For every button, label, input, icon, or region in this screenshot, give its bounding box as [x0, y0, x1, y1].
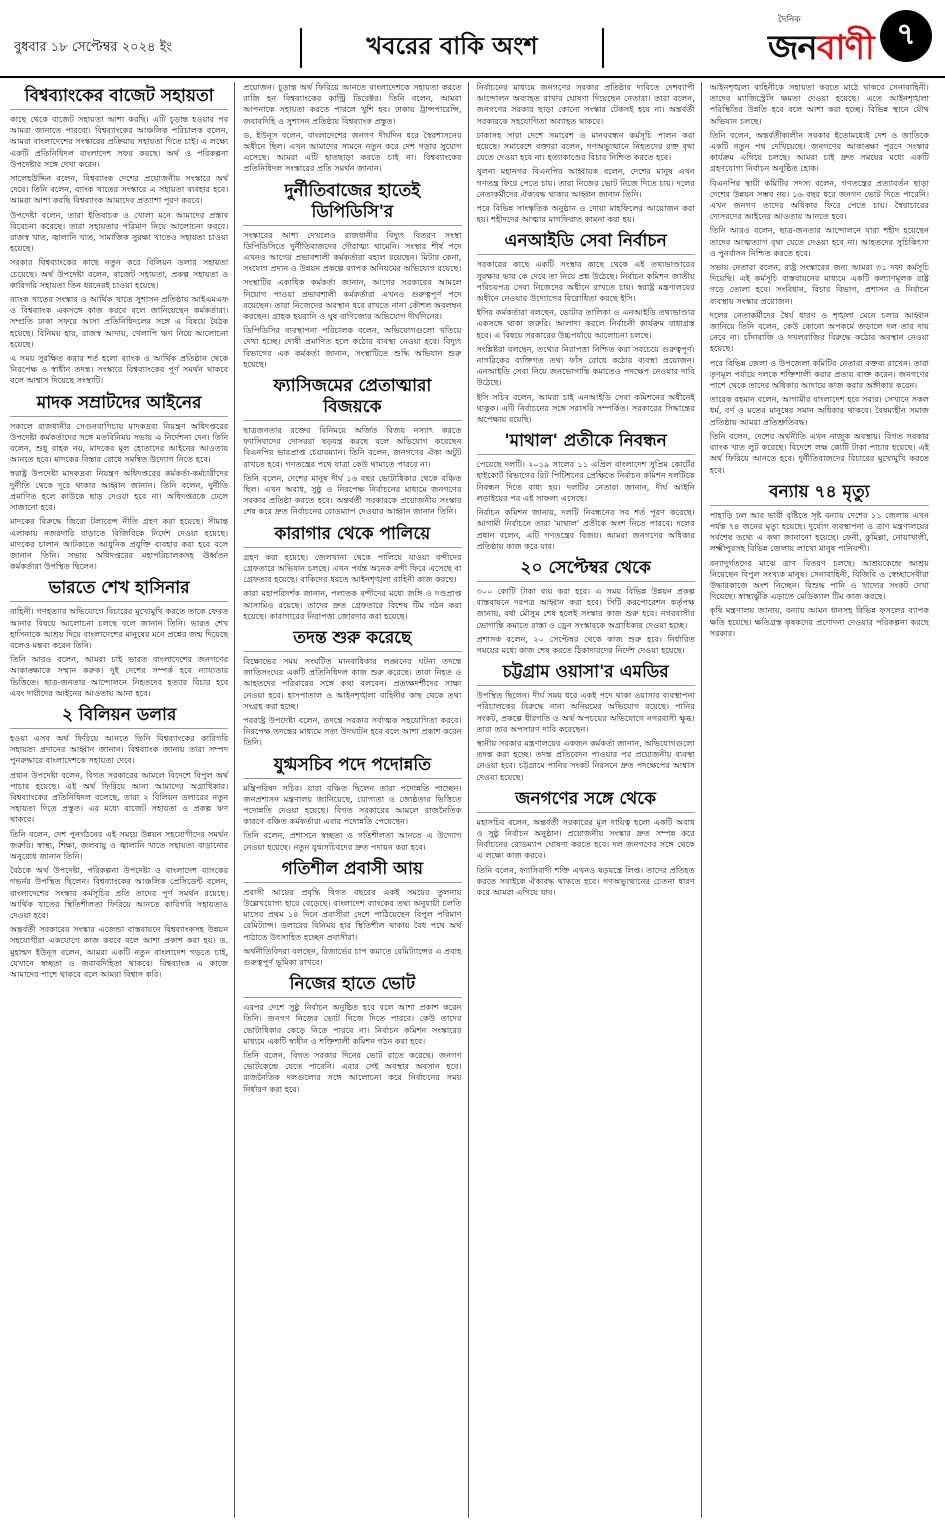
story-paragraph: তিনি বলেন, দেশের অর্থনীতি এখন নাজুক অবস্থায়। বিগত সরকার ব্যাংক খাত লুট করেছে। বিদেশে লক্ষ কোটি টাকা পাচার হয়েছে। এই অর্থ ফিরিয়ে আনতে হবে। দুর্নীতিবাজদের বিচারের মুখোমুখি করতে হবে। [709, 430, 929, 475]
story-headline: এনআইডি সেবা নির্বাচন [477, 231, 695, 255]
story-headline: চট্টগ্রাম ওয়াসা'র এমডির [477, 662, 695, 686]
story-paragraph: তারেক রহমান বলেন, আগামীর বাংলাদেশ হবে সবার। সেখানে সকল ধর্ম, বর্ণ ও মতের মানুষের সমান অধিকার থাকবে। বৈষম্যহীন সমাজ প্রতিষ্ঠায় আমরা প্রতিশ্রুতিবদ্ধ। [709, 394, 929, 427]
story-headline: কারাগার থেকে পালিয়ে [243, 524, 461, 548]
story-paragraph: স্বরাষ্ট্র উপদেষ্টা মাদকদ্রব্য নিয়ন্ত্রণ অধিদপ্তরের কর্মকর্তা-কর্মচারীদের দুর্নীতি থেকে দূরে থাকার আহ্বান জানান। তিনি বলেন, দুর্নীতি প্রমাণিত হলে কাউকে ছাড় দেওয়া হবে না। অধিদপ্তরকে ঢেলে সাজানো হবে। [10, 468, 229, 513]
news-story [10, 393, 228, 573]
story-paragraph: মাদকের বিরুদ্ধে জিরো টলারেন্স নীতি গ্রহণ করা হয়েছে। সীমান্ত এলাকায় নজরদারি বাড়াতে বিজিবিকে নির্দেশ দেওয়া হয়েছে। মাদকের চালান আটকাতে আধুনিক প্রযুক্তি ব্যবহার করা হবে বলে জানান তিনি। সভায় অধিদপ্তরের মহাপরিচালকসহ ঊর্ধ্বতন কর্মকর্তারা উপস্থিত ছিলেন। [10, 516, 229, 572]
news-story [477, 431, 695, 552]
news-story [10, 705, 228, 980]
news-story [243, 376, 461, 518]
story-paragraph: কাছে থেকে বাজেট সহায়তা আশা করছি। এটি চূড়ান্ত হওয়ার পর আমরা জানাতে পারবো। বিশ্বব্যাংকের আঞ্চলিক পরিচালক বলেন, আমরা বাংলাদেশের সংস্কারের প্রক্রিয়ায় সহায়তা দিতে চাই। এ লক্ষ্যে একটি প্রতিনিধিদল বাংলাদেশ সফর করছে। অর্থ ও পরিকল্পনা উপদেষ্টার সঙ্গে দেখা করেন। [10, 114, 229, 169]
story-paragraph: সংশ্লিষ্টরা বলছেন, তথ্যের নিরাপত্তা নিশ্চিত করা সবচেয়ে গুরুত্বপূর্ণ। নাগরিকের ব্যক্তিগত তথ্য ফাঁস রোধে কঠোর ব্যবস্থা প্রয়োজন। এনআইডি সেবা নিয়ে জনভোগান্তি কমাতেও পদক্ষেপ নেওয়ার দাবি উঠেছে। [476, 343, 695, 388]
story-paragraph: প্রয়োজন। চূড়ান্ত অর্থ ফিরিয়ে আনতে বাংলাদেশকে সহায়তা করতে রাজি হন বিশ্বব্যাংকের কান্ট্রি ডিরেক্টর। তিনি বলেন, আমরা আপনাকে সহায়তা করতে পারলে খুশি হব। ঢাকায় ট্রান্সপারেন্সি, জবাবদিহি ও সুশাসন প্রতিষ্ঠায় বিশ্বব্যাংক প্রস্তুত। [243, 82, 462, 126]
story-paragraph: তিনি বলেন, প্রশাসনে স্বচ্ছতা ও গতিশীলতা আনতে এ উদ্যোগ নেওয়া হয়েছে। নতুন যুগ্মসচিবদের দ্রুত পদায়ন করা হবে। [243, 830, 462, 852]
story-paragraph: বাহিনী। গণহত্যার অভিযোগে বিচারের মুখোমুখি করতে তাকে ফেরত আনার বিষয়ে আলোচনা চলছে বলে জানান তিনি। ভারত শেখ হাসিনাকে আশ্রয় দিয়ে বাংলাদেশের মানুষের মনে প্রশ্নের জন্ম দিয়েছে বলেও মন্তব্য করেন তিনি। [10, 606, 229, 650]
story-paragraph: নির্বাচন কমিশন জানায়, দলটি নিবন্ধনের সব শর্ত পূরণ করেছে। আগামী নির্বাচনে তারা 'মাথাল' প্রতীকে অংশ নিতে পারবে। দলের প্রধান বলেন, এটি গণতন্ত্রের বিজয়। আমরা জনগণের অধিকার প্রতিষ্ঠায় কাজ করে যাব। [476, 507, 695, 551]
story-paragraph: প্রশাসক বলেন, ২০ সেপ্টেম্বর থেকে কাজ শুরু হবে। নির্ধারিত সময়ের মধ্যে কাজ শেষ করতে ঠিকাদারদের নির্দেশ দেওয়া হয়েছে। [476, 633, 695, 655]
story-paragraph: তিনি বলেন, দেশের মানুষ দীর্ঘ ১৬ বছর ভোটাধিকার থেকে বঞ্চিত ছিল। এখন অবাধ, সুষ্ঠু ও নিরপেক্ষ নির্বাচনের মাধ্যমে জনগণের সরকার প্রতিষ্ঠা করতে হবে। অন্তর্বর্তী সরকারকে প্রয়োজনীয় সংস্কার শেষ করে দ্রুত নির্বাচনের রোডম্যাপ দেওয়ার আহ্বান জানান তিনি। [243, 472, 462, 517]
story-paragraph: ইসির কর্মকর্তারা বলছেন, ভোটার তালিকা ও এনআইডি তথ্যভাণ্ডার একসঙ্গে থাকা জরুরি। আলাদা করলে নির্বাচনী কার্যক্রম বাধাগ্রস্ত হবে। এ বিষয়ে সরকারের উচ্চপর্যায়ে আলোচনা চলছে। [476, 307, 695, 340]
story-headline: তদন্ত শুরু করেছে [243, 628, 461, 652]
story-headline: নিজের হাতে ভোট [243, 974, 461, 998]
story-paragraph: সংস্থাটির একাধিক কর্মকর্তা জানান, আগের সরকারের আমলে নিয়োগ পাওয়া প্রভাবশালী কর্মকর্তারা এখনও গুরুত্বপূর্ণ পদে রয়েছেন। তারা নিজেদের অবস্থান ধরে রাখতে নানা কৌশল অবলম্বন করছেন। গ্রাহক হয়রানি ও ঘুষ বাণিজ্যের অভিযোগ দীর্ঘদিনের। [243, 277, 462, 322]
story-paragraph: সভায় নেতারা বলেন, রাষ্ট্র সংস্কারের জন্য আমরা ৩১ দফা কর্মসূচি দিয়েছি। এই কর্মসূচি বাস্তবায়নের মাধ্যমে একটি কল্যাণমূলক রাষ্ট্র গড়ে তোলা হবে। সংবিধান, বিচার বিভাগ, প্রশাসন ও নির্বাচন ব্যবস্থায় সংস্কার প্রয়োজন। [709, 262, 929, 306]
news-story [243, 82, 461, 175]
story-paragraph: সরকার বিশ্বব্যাংকের কাছে নতুন করে বিলিয়ন ডলার সহায়তা চেয়েছে। অর্থ উপদেষ্টা বলেন, বাজেট সহায়তা, প্রকল্প সহায়তা ও কারিগরি সহায়তা তিন ধরনেরই চাওয়া হয়েছে। [10, 257, 229, 290]
story-paragraph: সংস্কারের আশা দেখলেও রাজধানীর বিদ্যুৎ বিতরণ সংস্থা ডিপিডিসিতে দুর্নীতিবাজদের দৌরাত্ম্য থামেনি। সংস্থার শীর্ষ পদে এখনও আগের প্রভাবশালী কর্মকর্তারা বহাল রয়েছেন। মিটার কেনা, সংযোগ প্রদান ও উন্নয়ন প্রকল্পে ব্যাপক অনিয়মের অভিযোগ রয়েছে। [243, 229, 462, 274]
story-paragraph: ৩০০ কোটি টাকা ব্যয় করা হবে। এ সময় বিভিন্ন উন্নয়ন প্রকল্প বাস্তবায়নে দরপত্র আহ্বান করা হবে। সিটি করপোরেশন কর্তৃপক্ষ জানায়, বর্ষা মৌসুম শেষ হলেই সংস্কার কাজ শুরু হবে। নগরবাসীর ভোগান্তি কমাতে রাস্তা ও ড্রেন সংস্কারকে অগ্রাধিকার দেওয়া হচ্ছে। [476, 585, 695, 630]
story-paragraph: পেয়েছে দলটি। ২০১৯ সালের ১১ এপ্রিল বাংলাদেশ সুপ্রিম কোর্টের হাইকোর্ট বিভাগের রিট পিটিশনের প্রেক্ষিতে নির্বাচন কমিশন দলটিকে নিবন্ধন দিতে বাধ্য হয়। দলটির নেতারা জানান, দীর্ঘ আইনি লড়াইয়ের পর এই সাফল্য এসেছে। [476, 459, 695, 503]
story-paragraph: সালেহউদ্দিন বলেন, বিশ্বব্যাংক দেশের প্রয়োজনীয় সংস্কারে অর্থ দেবে। তিনি বলেন, ব্যাংক খাতের সংস্কারে এ সহায়তা ব্যবহার হবে। আমরা আশা করছি বিশ্বব্যাংক আমাদের প্রত্যাশা পূরণ করবে। [10, 173, 229, 206]
logo-small-text: দৈনিক [778, 15, 801, 25]
news-column [10, 82, 235, 1518]
news-story [477, 558, 695, 656]
story-paragraph: মহাসচিব বলেন, অন্তর্বর্তী সরকারের মূল দায়িত্ব হলো একটি অবাধ ও সুষ্ঠু নির্বাচন অনুষ্ঠান। প্রয়োজনীয় সংস্কার দ্রুত সম্পন্ন করে নির্বাচনের রোডম্যাপ ঘোষণা করতে হবে। দল জনগণের সঙ্গে থেকে এ লক্ষ্যে কাজ করবে। [476, 816, 695, 861]
story-paragraph: গ্রহণ করা হয়েছে। জেলখানা থেকে পালিয়ে যাওয়া বন্দীদের গ্রেফতারে অভিযান চলছে। এখন পর্যন্ত অনেক বন্দী ফিরে এসেছে বা গ্রেফতার হয়েছে। বাকিদের ধরতে আইনশৃঙ্খলা বাহিনী কাজ করছে। [243, 551, 462, 585]
story-paragraph: বন্যাদুর্গতদের মাঝে ত্রাণ বিতরণ চলছে। আশ্রয়কেন্দ্রে আশ্রয় নিয়েছেন বিপুল সংখ্যক মানুষ। সেনাবাহিনী, বিজিবি ও স্বেচ্ছাসেবীরা উদ্ধারকাজে অংশ নিচ্ছেন। বিশুদ্ধ পানি ও খাদ্যের সংকট দেখা দিয়েছে। স্বাস্থ্যঝুঁকি এড়াতে মেডিক্যাল টিম কাজ করছে। [709, 557, 929, 602]
story-paragraph: প্রধান উপদেষ্টা বলেন, বিগত সরকারের আমলে বিদেশে বিপুল অর্থ পাচার হয়েছে। এই অর্থ ফিরিয়ে আনা আমাদের অগ্রাধিকার। বিশ্বব্যাংকের প্রতিনিধিদল বলেছে, তারা ২ বিলিয়ন ডলারের নতুন সহায়তা দিতে প্রস্তুত। এর মধ্যে বাজেট সহায়তা ও প্রকল্প ঋণ থাকবে। [10, 769, 229, 825]
logo-part2: বাণী [816, 28, 874, 68]
logo-part1: জন [768, 28, 817, 68]
story-paragraph: বৈঠকে অর্থ উপদেষ্টা, পরিকল্পনা উপদেষ্টা ও বাংলাদেশ ব্যাংকের গভর্নর উপস্থিত ছিলেন। বিশ্বব্যাংকের আঞ্চলিক প্রেসিডেন্ট বলেন, বাংলাদেশের সংস্কার কর্মসূচির প্রতি তাদের পূর্ণ সমর্থন রয়েছে। আর্থিক খাতের স্থিতিশীলতা ফিরিয়ে আনতে কারিগরি সহায়তাও দেওয়া হবে। [10, 865, 229, 920]
news-story [477, 231, 695, 425]
story-paragraph: তিনি আরও বলেন, আমরা চাই ভারত বাংলাদেশের জনগণের আকাঙ্ক্ষাকে সম্মান করুক। দুই দেশের সম্পর্ক হবে ন্যায্যতার ভিত্তিতে। ছাত্র-জনতার আন্দোলনে নিহতদের হত্যার বিচার হবে এবং দায়ীদের আইনের আওতায় আনা হবে। [10, 654, 229, 698]
story-paragraph: ডিপিডিসির ব্যবস্থাপনা পরিচালক বলেন, অভিযোগগুলো খতিয়ে দেখা হচ্ছে। দোষী প্রমাণিত হলে কঠোর ব্যবস্থা নেওয়া হবে। বিদ্যুৎ বিভাগের এক কর্মকর্তা জানান, সংস্থাটিতে শুদ্ধি অভিযান শুরু হয়েছে। [243, 325, 462, 369]
news-column [710, 82, 935, 1518]
story-paragraph: সকালে রাজধানীর সেগুনবাগিচায় মাদকদ্রব্য নিয়ন্ত্রণ অধিদপ্তরের উপদেষ্টা কর্মকর্তাদের সঙ্গে মতবিনিময় সভায় এ নির্দেশনা দেন। তিনি বলেন, শুধু বাহক নয়, মাদকের মূল হোতাদের আইনের আওতায় আনতে হবে। মাদকের বিস্তার রোধে সমন্বিত উদ্যোগ নিতে হবে। [10, 420, 229, 465]
story-paragraph: তিনি বলেন, অন্তর্বর্তীকালীন সরকার ইতোমধ্যেই দেশ ও জাতিকে একটি নতুন পথ দেখিয়েছে। জনগণের আকাঙ্ক্ষা পূরণে সংস্কার কার্যক্রম এগিয়ে চলছে। আমরা চাই দ্রুত সময়ের মধ্যে একটি গ্রহণযোগ্য নির্বাচন অনুষ্ঠিত হোক। [709, 129, 929, 174]
story-paragraph: এরপর দেশে সুষ্ঠু নির্বাচন অনুষ্ঠিত হবে বলে আশা প্রকাশ করেন তিনি। জনগণ নিজের ভোট নিজে দিতে পারবে। কেউ তাদের ভোটাধিকার কেড়ে নিতে পারবে না। নির্বাচন কমিশন সংস্কারের মাধ্যমে একটি স্বাধীন ও শক্তিশালী কমিশন গঠন করা হবে। [243, 1002, 462, 1046]
story-headline: বিশ্বব্যাংকের বাজেট সহায়তা [10, 86, 228, 110]
news-story [477, 789, 695, 898]
story-headline: 'মাথাল' প্রতীকে নিবন্ধন [477, 431, 695, 455]
story-paragraph: দলের নেতাকর্মীদের ধৈর্য ধারণ ও শৃঙ্খলা মেনে চলার আহ্বান জানিয়ে তিনি বলেন, কেউ কোনো অপকর্মে জড়ালে দল তার দায় নেবে না। চাঁদাবাজি ও দখলবাজির বিরুদ্ধে কঠোর অবস্থান নেওয়া হয়েছে। [709, 309, 929, 354]
news-story [243, 181, 461, 370]
story-paragraph: সরকারের কাছে একটি সংস্থার কাছে থেকে এই তথ্যভাণ্ডারের সুরক্ষার ভার কে দেবে তা নিয়ে প্রশ্ন উঠেছে। নির্বাচন কমিশন জাতীয় পরিচয়পত্র সেবা নিজেদের অধীনে রাখতে চায়। স্বরাষ্ট্র মন্ত্রণালয়ের অধীনে নেওয়ার উদ্যোগের বিরোধিতা করছে ইসি। [476, 259, 695, 304]
news-story [243, 974, 461, 1095]
story-headline: গতিশীল প্রবাসী আয় [243, 859, 461, 883]
news-story [10, 578, 228, 699]
story-headline: ভারতে শেখ হাসিনার [10, 578, 228, 602]
news-story [243, 524, 461, 622]
story-paragraph: তিনি বলেন, দেশ পুনর্গঠনের এই সময়ে উন্নয়ন সহযোগীদের সমর্থন জরুরি। স্বাস্থ্য, শিক্ষা, জলবায়ু ও জ্বালানি খাতে সহায়তা বাড়ানোর অনুরোধ জানান তিনি। [10, 828, 229, 861]
news-columns [10, 82, 935, 1518]
logo-word [768, 22, 874, 79]
story-paragraph: এ সময় সুরক্ষিত করার শর্ত হলো ব্যাংক ও আর্থিক প্রতিষ্ঠান থেকে নিরপেক্ষ ও স্বাধীন তদন্ত। সংস্কারে বিশ্বব্যাংকের পূর্ণ সমর্থন থাকবে বলে আশ্বাস দিয়েছে সংস্থাটি। [10, 353, 229, 386]
story-paragraph: পরে বিভিন্ন জেলা ও উপজেলা কমিটির নেতারা বক্তব্য রাখেন। তারা তৃণমূল পর্যায়ে দলকে শক্তিশালী করার প্রত্যয় ব্যক্ত করেন। জনগণের পাশে থেকে তাদের অধিকার আদায়ে কাজ করার অঙ্গীকার করেন। [709, 357, 929, 391]
story-paragraph: নির্বাচনের মাধ্যমে জনগণের সরকার প্রতিষ্ঠার দাবিতে দেশব্যাপী আন্দোলন অব্যাহত রাখার ঘোষণা দিয়েছেন নেতারা। তারা বলেন, জনগণের সরকার ছাড়া কোনো সংস্কার টেকসই হবে না। অন্তর্বর্তী সরকারকে সহযোগিতা অব্যাহত থাকবে। [476, 82, 695, 126]
story-paragraph: পররাষ্ট্র উপদেষ্টা বলেন, তদন্তে সরকার সর্বাত্মক সহযোগিতা করবে। নিরপেক্ষ তদন্তের মাধ্যমে সত্য উদঘাটন হবে বলে আশা প্রকাশ করেন তিনি। [243, 714, 462, 748]
masthead [0, 0, 945, 78]
story-headline: মাদক সম্রাটদের আইনের [10, 393, 228, 417]
story-paragraph: বিএনপির স্থায়ী কমিটির সদস্য বলেন, গণতন্ত্রের প্রত্যাবর্তন ছাড়া দেশের উন্নয়ন সম্ভব নয়। ১৬ বছর ধরে জনগণ ভোট দিতে পারেনি। এখন জনগণ তাদের অধিকার ফিরে পেতে চায়। স্বৈরাচারের দোসরদের আইনের আওতায় আনতে হবে। [709, 177, 929, 222]
story-headline: জনগণের সঙ্গে থেকে [477, 789, 695, 813]
story-paragraph: কৃষি মন্ত্রণালয় জানায়, বন্যায় আমন ধানসহ বিভিন্ন ফসলের ব্যাপক ক্ষতি হয়েছে। ক্ষতিগ্রস্ত কৃষকদের প্রণোদনা দেওয়ার পরিকল্পনা করছে সরকার। [709, 605, 929, 638]
story-paragraph: তিনি বলেন, বিগত সরকার দিনের ভোট রাতে করেছে। জনগণ ভোটকেন্দ্রে যেতে পারেনি। এবার সেই অবস্থার অবসান হবে। রাজনৈতিক দলগুলোর সঙ্গে আলোচনা করে নির্বাচনের সময় নির্ধারণ করা হবে। [243, 1049, 462, 1094]
story-headline: ২০ সেপ্টেম্বর থেকে [477, 558, 695, 582]
story-paragraph: তিনি আরও বলেন, ছাত্র-জনতার আন্দোলনে যারা শহীদ হয়েছেন তাদের আত্মত্যাগ বৃথা যেতে দেওয়া হবে না। আহতদের সুচিকিৎসা ও পুনর্বাসন নিশ্চিত করতে হবে। [709, 225, 929, 258]
story-paragraph: স্থানীয় সরকার মন্ত্রণালয়ের একজন কর্মকর্তা জানান, অভিযোগগুলো তদন্ত করা হচ্ছে। তদন্ত প্রতিবেদন পাওয়ার পর প্রয়োজনীয় ব্যবস্থা নেওয়া হবে। চট্টগ্রামে পানির সংকট নিরসনে দ্রুত পদক্ষেপের আশ্বাস দেওয়া হয়েছে। [476, 737, 695, 782]
story-paragraph: তিনি বলেন, ফ্যাসিবাদী শক্তি এখনও ষড়যন্ত্রে লিপ্ত। তাদের প্রতিহত করতে সবাইকে ঐক্যবদ্ধ থাকতে হবে। গণঅভ্যুত্থানের চেতনা ধারণ করে আমরা এগিয়ে যাব। [476, 864, 695, 897]
news-story [710, 82, 929, 476]
news-story [477, 82, 695, 225]
story-paragraph: বিক্ষোভের সময় সংঘটিত মানবাধিকার লঙ্ঘনের ঘটনা তদন্তে জাতিসংঘের একটি প্রতিনিধিদল কাজ শুরু করেছে। তারা নিহত ও আহতদের পরিবারের সঙ্গে কথা বলবেন। প্রত্যক্ষদর্শীদের সাক্ষ্য নেওয়া হবে। হাসপাতাল ও আইনশৃঙ্খলা বাহিনীর কাছ থেকে তথ্য সংগ্রহ করা হচ্ছে। [243, 655, 462, 711]
news-story [243, 859, 461, 968]
story-paragraph: পাহাড়ি ঢল আর ভারী বৃষ্টিতে সৃষ্ট বন্যায় দেশের ১১ জেলায় এখন পর্যন্ত ৭৪ জনের মৃত্যু হয়েছে। দুর্যোগ ব্যবস্থাপনা ও ত্রাণ মন্ত্রণালয়ের সর্বশেষ তথ্যে এ কথা জানানো হয়েছে। ফেনী, কুমিল্লা, নোয়াখালী, লক্ষ্মীপুরসহ বিভিন্ন জেলায় লাখো মানুষ পানিবন্দী। [709, 509, 929, 554]
page-number: ৭ [880, 10, 932, 62]
news-story [243, 755, 461, 853]
news-column [477, 82, 702, 1518]
news-story [10, 86, 228, 387]
newspaper-logo [760, 12, 900, 68]
story-headline: বন্যায় ৭৪ মৃত্যু [710, 482, 929, 506]
story-paragraph: ঢাকাসহ সারা দেশে সমাবেশ ও মানববন্ধন কর্মসূচি পালন করা হয়েছে। সমাবেশে বক্তারা বলেন, গণঅভ্যুত্থানে নিহতদের রক্ত বৃথা যেতে দেওয়া হবে না। হত্যাকাণ্ডের বিচার নিশ্চিত করতে হবে। [476, 129, 695, 163]
news-story [243, 628, 461, 749]
story-headline: যুগ্মসচিব পদে পদোন্নতি [243, 755, 461, 779]
news-column [243, 82, 468, 1518]
issue-date: বুধবার ১৮ সেপ্টেম্বর ২০২৪ ইং [14, 40, 172, 55]
story-paragraph: খুলনা মহানগর বিএনপির আহ্বায়ক বলেন, দেশের মানুষ এখন গণতন্ত্র ফিরে পেতে চায়। তারা নিজের ভোট নিজে দিতে চায়। দলের নেতাকর্মীদের ঐক্যবদ্ধ থাকার আহ্বান জানান তিনি। [476, 166, 695, 199]
story-paragraph: অর্থনীতিবিদরা বলছেন, রিজার্ভের চাপ কমাতে রেমিট্যান্সের এ প্রবাহ গুরুত্বপূর্ণ ভূমিকা রাখবে। [243, 945, 462, 967]
story-paragraph: ড. ইউনূস বলেন, বাংলাদেশের জনগণ দীর্ঘদিন ধরে স্বৈরশাসনের অধীনে ছিল। এখন আমাদের সামনে নতুন করে দেশ গড়ার সুযোগ এসেছে। আমরা এটি হাতছাড়া করতে চাই না। বিশ্বব্যাংকের প্রতিনিধিদল সংস্কারের প্রতি সমর্থন জানান। [243, 129, 462, 174]
news-story [477, 662, 695, 783]
story-paragraph: মন্ত্রিপরিষদ সচিব। যারা বঞ্চিত ছিলেন তারা পদোন্নতি পাচ্ছেন। জনপ্রশাসন মন্ত্রণালয় জানিয়েছে, যোগ্যতা ও জ্যেষ্ঠতার ভিত্তিতে পদোন্নতি দেওয়া হয়েছে। বিগত সরকারের আমলে রাজনৈতিক কারণে বঞ্চিত কর্মকর্তারা এবার পদোন্নতি পেয়েছেন। [243, 782, 462, 827]
story-paragraph: উপদেষ্টা বলেন, তারা ইতিবাচক ও খোলা মনে আমাদের প্রস্তাব বিবেচনা করেছে। তারা সহায়তার পরিমাণ নিয়ে আলোচনা করবে। রাজস্ব খাত, জ্বালানি খাত, সামাজিক সুরক্ষা খাতেও সহায়তা চাওয়া হয়েছে। [10, 209, 229, 254]
news-story [710, 482, 929, 639]
story-paragraph: অন্তর্বর্তী সরকারের সংস্কার এজেন্ডা বাস্তবায়নে বিশ্বব্যাংকসহ উন্নয়ন সহযোগীরা একযোগে কাজ করবে বলে আশা প্রকাশ করা হয়। ড. মুহাম্মদ ইউনূস বলেন, আমরা একটি নতুন বাংলাদেশ গড়তে চাই, যেখানে স্বচ্ছতা ও জবাবদিহিতা থাকবে। বিশ্বব্যাংক এ কাজে আমাদের পাশে থাকবে বলে আমরা বিশ্বাস করি। [10, 924, 229, 979]
story-paragraph: ব্যাংক খাতের সংস্কার ও আর্থিক খাতে সুশাসন প্রতিষ্ঠায় আইএমএফ ও বিশ্বব্যাংক একসঙ্গে কাজ করবে বলে জানিয়েছেন কর্মকর্তারা। সম্প্রতি ঢাকা সফরে আসা প্রতিনিধিদলের সঙ্গে এ বিষয়ে বৈঠক হয়েছে। বিনিময় হার, রাজস্ব আদায়, খেলাপি ঋণ নিয়ে আলোচনা হয়েছে। [10, 294, 229, 349]
story-paragraph: প্রবাসী আয়ের প্রবৃদ্ধি বিগত বছরের একই সময়ের তুলনায় উল্লেখযোগ্য হারে বেড়েছে। বাংলাদেশ ব্যাংকের তথ্য অনুযায়ী চলতি মাসের প্রথম ১৪ দিনে প্রবাসীরা দেশে পাঠিয়েছেন বিপুল পরিমাণ রেমিট্যান্স। ডলারের বিনিময় হার স্থিতিশীল থাকায় বৈধ পথে অর্থ পাঠাতে উৎসাহিত হচ্ছেন প্রবাসীরা। [243, 886, 462, 942]
story-paragraph: হওয়া এসব অর্থ ফিরিয়ে আনতে তিনি বিশ্বব্যাংকের কারিগরি সহায়তা প্রদানের আহ্বান জানান। বিশ্বব্যাংক জানায় তারা সম্পদ পুনরুদ্ধারে বাংলাদেশকে সহায়তা দেবে। [10, 732, 229, 766]
story-paragraph: ইসি সচিব বলেন, আমরা চাই এনআইডি সেবা কমিশনের অধীনেই থাকুক। এটি নির্বাচনের সঙ্গে সরাসরি সম্পর্কিত। সরকারের সিদ্ধান্তের অপেক্ষায় রয়েছি। [476, 391, 695, 425]
story-paragraph: উপস্থিত ছিলেন। দীর্ঘ সময় ধরে একই পদে থাকা ওয়াসার ব্যবস্থাপনা পরিচালকের বিরুদ্ধে নানা অনিয়মের অভিযোগ রয়েছে। পানির সংকট, প্রকল্পে ধীরগতি ও অর্থ অপচয়ের অভিযোগে নগরবাসী ক্ষুব্ধ। তারা তার অপসারণ দাবি করেছেন। [476, 690, 695, 734]
story-paragraph: কারা মহাপরিদর্শক জানান, পলাতক বন্দীদের মধ্যে জঙ্গি ও দণ্ডপ্রাপ্ত আসামিও রয়েছে। তাদের দ্রুত গ্রেফতারে বিশেষ টিম গঠন করা হয়েছে। কারাগারের নিরাপত্তা জোরদার করা হয়েছে। [243, 588, 462, 621]
story-headline: দুর্নীতিবাজের হাতেই ডিপিডিসি'র [243, 181, 461, 226]
story-paragraph: ছাত্রজনতার রক্তের বিনিময়ে অর্জিত বিজয় নস্যাৎ করতে ফ্যাসিবাদের দোসররা ষড়যন্ত্র করছে বলে অভিযোগ করেছেন বিএনপির ভারপ্রাপ্ত চেয়ারম্যান। তিনি বলেন, জনগণের ঐক্য অটুট রাখতে হবে। গণতন্ত্রের পথে যাত্রা কেউ থামাতে পারবে না। [243, 425, 462, 469]
story-headline: ফ্যাসিজমের প্রেতাত্মারা বিজয়কে [243, 376, 461, 421]
story-headline: ২ বিলিয়ন ডলার [10, 705, 228, 729]
story-paragraph: পরে বিভিন্ন সাংস্কৃতিক অনুষ্ঠান ও দোয়া মাহফিলের আয়োজন করা হয়। শহীদদের আত্মার মাগফিরাত কামনা করা হয়। [476, 203, 695, 225]
story-paragraph: আইনশৃঙ্খলা বাহিনীকে সহায়তা করতে মাঠে থাকবে সেনাবাহিনী। তাদের ম্যাজিস্ট্রেসি ক্ষমতা দেওয়া হয়েছে। এতে আইনশৃঙ্খলা পরিস্থিতির উন্নতি হবে বলে আশা করা হচ্ছে। বিভিন্ন স্থানে যৌথ অভিযান চলছে। [709, 82, 929, 126]
section-title: খবরের বাকি অংশ [300, 28, 604, 68]
